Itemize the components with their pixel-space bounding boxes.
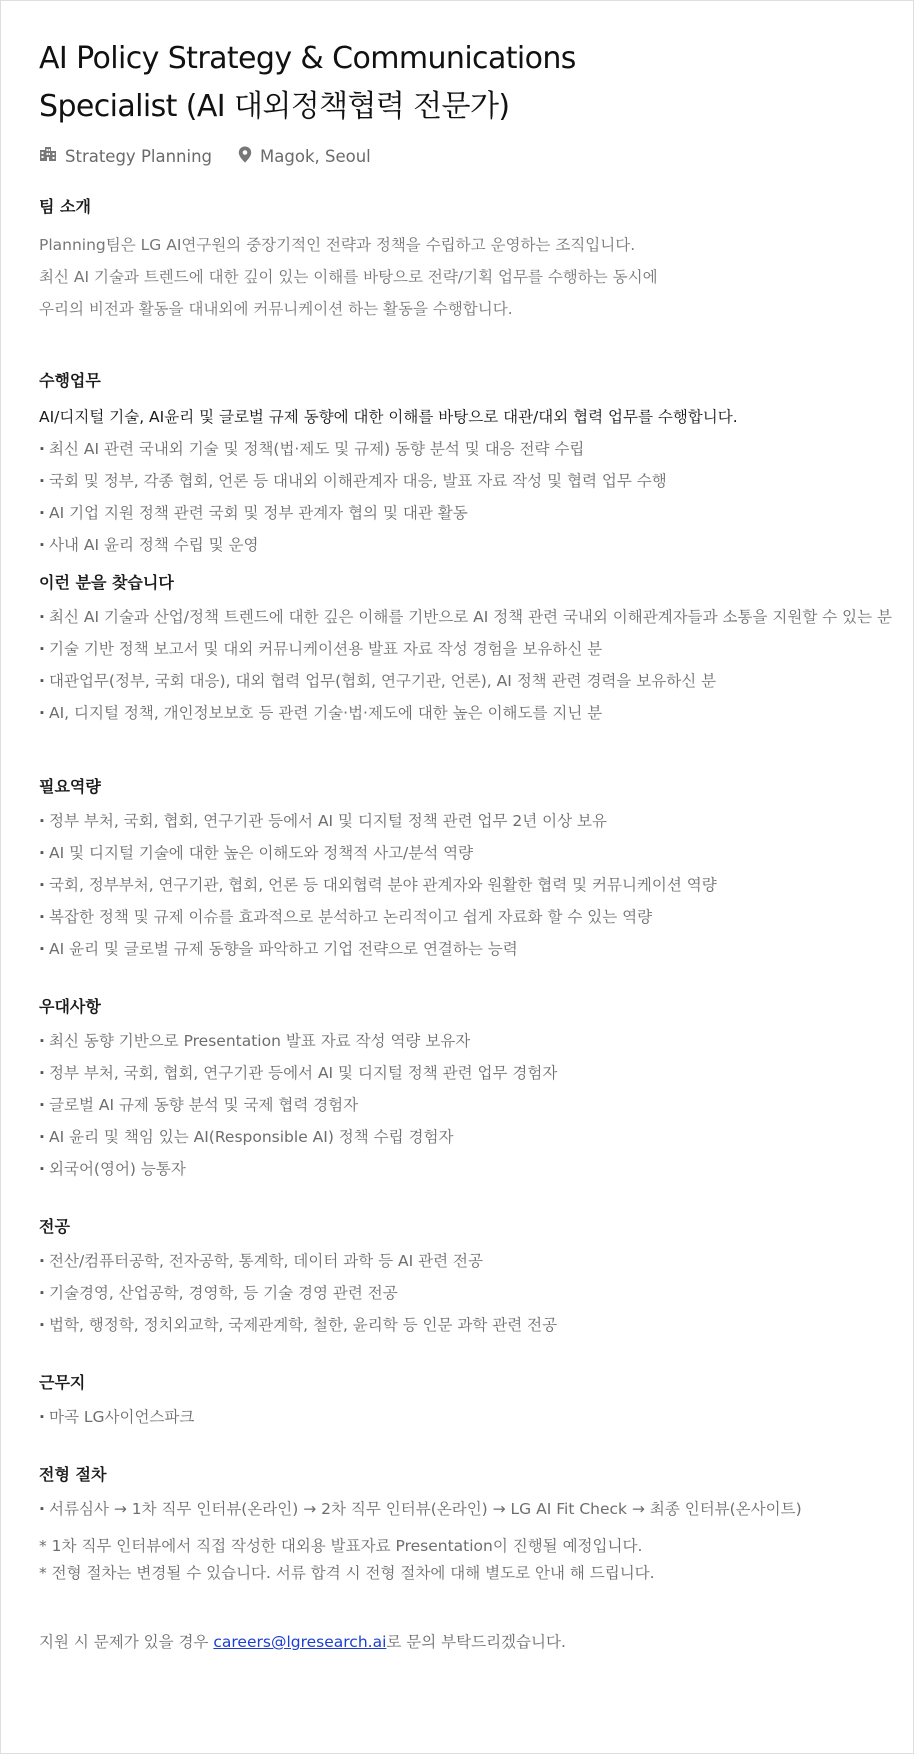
- list-item: · 정부 부처, 국회, 협회, 연구기관 등에서 AI 및 디지털 정책 관련 업무 2년 이상 보유: [39, 805, 899, 837]
- list-item: · 국회, 정부부처, 연구기관, 협회, 언론 등 대외협력 분야 관계자와 원활한 협력 및 커뮤니케이션 역량: [39, 869, 899, 901]
- list-item: · 마곡 LG사이언스파크: [39, 1401, 899, 1433]
- process-note: * 1차 직무 인터뷰에서 직접 작성한 대외용 발표자료 Presentation이 진행될 예정입니다.: [39, 1537, 643, 1555]
- process-note: * 전형 절차는 변경될 수 있습니다. 서류 합격 시 전형 절차에 대해 별도로 안내 해 드립니다.: [39, 1564, 655, 1582]
- team-intro-section: [39, 193, 899, 325]
- list-item: · AI 기업 지원 정책 관련 국회 및 정부 관계자 협의 및 대관 활동: [39, 497, 899, 529]
- list-item: · AI 윤리 및 책임 있는 AI(Responsible AI) 정책 수립 경험자: [39, 1121, 899, 1153]
- list-item: · 최신 동향 기반으로 Presentation 발표 자료 작성 역량 보유자: [39, 1025, 899, 1057]
- contact-email-link[interactable]: careers@lgresearch.ai: [213, 1633, 387, 1651]
- requirements-section: [39, 773, 899, 965]
- major-section: [39, 1213, 899, 1341]
- list-item: · 기술 기반 정책 보고서 및 대외 커뮤니케이션용 발표 자료 작성 경험을 보유하신 분: [39, 633, 899, 665]
- seeking-section: [39, 569, 899, 729]
- process-section: [39, 1461, 899, 1587]
- process-heading: 전형 절차: [39, 1465, 107, 1484]
- requirements-list: [39, 805, 899, 965]
- building-icon: [39, 146, 57, 166]
- list-item: · AI 및 디지털 기술에 대한 높은 이해도와 정책적 사고/분석 역량: [39, 837, 899, 869]
- major-heading: 전공: [39, 1217, 70, 1236]
- preferred-section: [39, 993, 899, 1185]
- list-item: · 법학, 행정학, 정치외교학, 국제관계학, 철한, 윤리학 등 인문 과학 관련 전공: [39, 1309, 899, 1341]
- list-item: · 사내 AI 윤리 정책 수립 및 운영: [39, 529, 899, 561]
- contact-line: [39, 1627, 899, 1657]
- preferred-list: [39, 1025, 899, 1185]
- location-pin-icon: [238, 146, 252, 167]
- list-item: · 복잡한 정책 및 규제 이슈를 효과적으로 분석하고 논리적이고 쉽게 자료화 할 수 있는 역량: [39, 901, 899, 933]
- list-item: · AI, 디지털 정책, 개인정보보호 등 관련 기술·법·제도에 대한 높은 이해도를 지닌 분: [39, 697, 899, 729]
- contact-prefix: 지원 시 문제가 있을 경우: [39, 1633, 214, 1651]
- department-label: Strategy Planning: [65, 146, 213, 166]
- job-posting-content: [39, 35, 899, 1657]
- workplace-section: [39, 1369, 899, 1433]
- list-item: · 기술경영, 산업공학, 경영학, 등 기술 경영 관련 전공: [39, 1277, 899, 1309]
- requirements-heading: 필요역량: [39, 777, 101, 796]
- major-list: [39, 1245, 899, 1341]
- list-item: · 대관업무(정부, 국회 대응), 대외 협력 업무(협회, 연구기관, 언론), AI 정책 관련 경력을 보유하신 분: [39, 665, 899, 697]
- location-label: Magok, Seoul: [260, 146, 371, 166]
- team-intro-heading: 팀 소개: [39, 197, 91, 216]
- job-title: AI Policy Strategy & Communications Specialist (AI 대외정책협력 전문가): [39, 41, 576, 124]
- team-intro-line: 최신 AI 기술과 트렌드에 대한 깊이 있는 이해를 바탕으로 전략/기획 업무를 수행하는 동시에: [39, 268, 658, 286]
- list-item: · 국회 및 정부, 각종 협회, 언론 등 대내외 이해관계자 대응, 발표 자료 작성 및 협력 업무 수행: [39, 465, 899, 497]
- list-item: · 최신 AI 관련 국내외 기술 및 정책(법·제도 및 규제) 동향 분석 및 대응 전략 수립: [39, 433, 899, 465]
- list-item: · 서류심사 → 1차 직무 인터뷰(온라인) → 2차 직무 인터뷰(온라인) → LG AI Fit Check → 최종 인터뷰(온사이트): [39, 1493, 899, 1525]
- seeking-heading: 이런 분을 찾습니다: [39, 573, 174, 592]
- duties-section: [39, 367, 899, 561]
- duties-lead: AI/디지털 기술, AI윤리 및 글로벌 규제 동향에 대한 이해를 바탕으로 대관/대외 협력 업무를 수행합니다.: [39, 408, 738, 426]
- duties-heading: 수행업무: [39, 371, 101, 390]
- workplace-list: [39, 1401, 899, 1433]
- location-meta: [238, 146, 371, 167]
- process-list: [39, 1493, 899, 1525]
- duties-list: [39, 433, 899, 561]
- seeking-list: [39, 601, 899, 729]
- contact-suffix: 로 문의 부탁드리겠습니다.: [386, 1633, 566, 1651]
- list-item: · 전산/컴퓨터공학, 전자공학, 통계학, 데이터 과학 등 AI 관련 전공: [39, 1245, 899, 1277]
- list-item: · 정부 부처, 국회, 협회, 연구기관 등에서 AI 및 디지털 정책 관련 업무 경험자: [39, 1057, 899, 1089]
- department-meta: [39, 146, 212, 166]
- team-intro-line: Planning팀은 LG AI연구원의 중장기적인 전략과 정책을 수립하고 운영하는 조직입니다.: [39, 236, 636, 254]
- list-item: · 최신 AI 기술과 산업/정책 트렌드에 대한 깊은 이해를 기반으로 AI 정책 관련 국내외 이해관계자들과 소통을 지원할 수 있는 분: [39, 601, 899, 633]
- preferred-heading: 우대사항: [39, 997, 101, 1016]
- team-intro-line: 우리의 비전과 활동을 대내외에 커뮤니케이션 하는 활동을 수행합니다.: [39, 300, 513, 318]
- job-meta: [39, 143, 899, 169]
- list-item: · AI 윤리 및 글로벌 규제 동향을 파악하고 기업 전략으로 연결하는 능력: [39, 933, 899, 965]
- list-item: · 글로벌 AI 규제 동향 분석 및 국제 협력 경험자: [39, 1089, 899, 1121]
- workplace-heading: 근무지: [39, 1373, 86, 1392]
- list-item: · 외국어(영어) 능통자: [39, 1153, 899, 1185]
